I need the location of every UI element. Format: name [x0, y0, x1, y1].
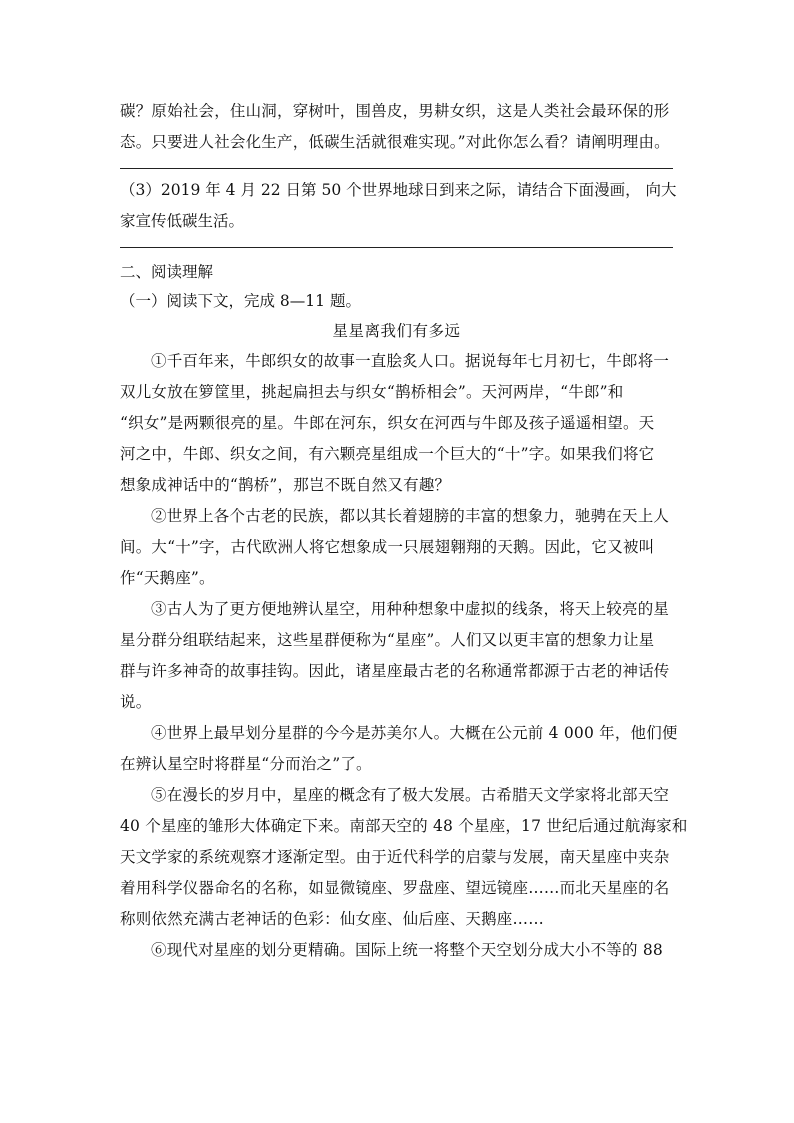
question-continuation — [120, 96, 673, 158]
text-line: 说。 — [120, 693, 152, 711]
question-3 — [120, 175, 677, 237]
text-line: 碳？原始社会，住山洞，穿树叶，围兽皮，男耕女织，这是人类社会最环保的形 — [120, 102, 670, 120]
text-line: （3）2019 年 4 月 22 日第 50 个世界地球日到来之际，请结合下面漫画， 向大 — [120, 181, 677, 199]
text-line: 双儿女放在箩筐里，挑起扁担去与织女“鹊桥相会”。天河两岸，“牛郎”和 — [120, 383, 624, 401]
text-line: ①千百年来，牛郎织女的故事一直脍炙人口。据说每年七月初七，牛郎将一 — [151, 352, 670, 370]
text-line: 天文学家的系统观察才逐渐定型。由于近代科学的启蒙与发展，南天星座中夹杂 — [120, 848, 670, 866]
text-line: ②世界上各个古老的民族，都以其长着翅膀的丰富的想象力，驰骋在天上人 — [151, 507, 670, 525]
text-line: 40 个星座的雏形大体确定下来。南部天空的 48 个星座，17 世纪后通过航海家和 — [120, 817, 688, 835]
text-line: 想象成神话中的“鹊桥”，那岂不既自然又有趣？ — [120, 476, 451, 494]
text-line: 星分群分组联结起来，这些星群便称为“星座”。人们又以更丰富的想象力让星 — [120, 631, 655, 649]
article-paragraph-4 — [120, 718, 678, 780]
text-line: 在辨认星空时将群星“分而治之”了。 — [120, 755, 372, 773]
article-paragraph-1 — [120, 346, 673, 501]
section-heading: 二、阅读理解 — [120, 263, 214, 281]
article-paragraph-3 — [120, 594, 673, 718]
text-line: ④世界上最早划分星群的今今是苏美尔人。大概在公元前 4 000 年，他们便 — [151, 724, 678, 742]
text-line: “织女”是两颗很亮的星。牛郎在河东，织女在河西与牛郎及孩子遥遥相望。天 — [120, 414, 655, 432]
article-paragraph-2 — [120, 501, 673, 594]
article-title: 星星离我们有多远 — [332, 322, 461, 340]
article-paragraph-6 — [120, 935, 673, 966]
answer-line — [120, 168, 673, 169]
article-paragraph-5 — [120, 780, 688, 935]
page-content — [120, 96, 688, 966]
text-line: 河之中，牛郎、织女之间，有六颗亮星组成一个巨大的“十”字。如果我们将它 — [120, 445, 655, 463]
section-sub-heading: （一）阅读下文，完成 8—11 题。 — [120, 292, 361, 310]
text-line: 群与许多神奇的故事挂钩。因此，诸星座最古老的名称通常都源于古老的神话传 — [120, 662, 670, 680]
text-line: 间。大“十”字，古代欧洲人将它想象成一只展翅翱翔的天鹅。因此，它又被叫 — [120, 538, 655, 556]
text-line: 作“天鹅座”。 — [120, 569, 215, 587]
text-line: ⑥现代对星座的划分更精确。国际上统一将整个天空划分成大小不等的 88 — [151, 941, 663, 959]
text-line: ③古人为了更方便地辨认星空，用种种想象中虚拟的线条，将天上较亮的星 — [151, 600, 670, 618]
text-line: 着用科学仪器命名的名称，如显微镜座、罗盘座、望远镜座……而北天星座的名 — [120, 879, 670, 897]
text-line: 态。只要进人社会化生产，低碳生活就很难实现。”对此你怎么看？请阐明理由。 — [120, 133, 670, 151]
text-line: ⑤在漫长的岁月中，星座的概念有了极大发展。古希腊天文学家将北部天空 — [151, 786, 670, 804]
answer-line — [120, 247, 673, 248]
text-line: 家宣传低碳生活。 — [120, 212, 245, 230]
text-line: 称则依然充满古老神话的色彩：仙女座、仙后座、天鹅座…… — [120, 910, 544, 928]
